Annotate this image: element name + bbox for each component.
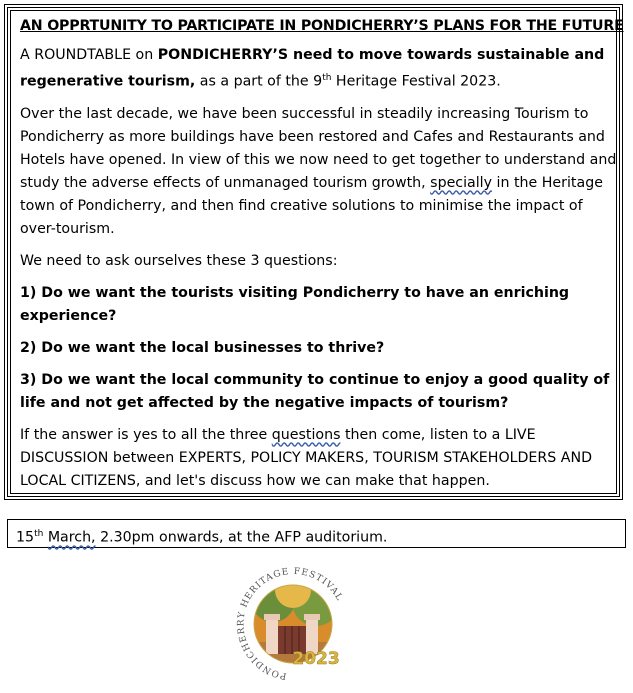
event-rest: 2.30pm onwards, at the AFP auditorium.	[95, 529, 388, 546]
intro-paragraph	[20, 44, 620, 94]
questions-intro: We need to ask ourselves these 3 questions:	[20, 252, 338, 269]
event-details-box	[7, 519, 626, 548]
context-flagged-word: specially	[430, 174, 493, 191]
intro-suffix: Heritage Festival 2023.	[331, 73, 501, 90]
announcement-content	[20, 18, 624, 493]
intro-sup: th	[322, 73, 332, 83]
question-2: 2) Do we want the local businesses to thrive?	[20, 339, 385, 356]
context-after: in the Heritage town of Pondicherry, and then find creative solutions to minimise the impact of over-tourism.	[20, 174, 603, 237]
question-1: 1) Do we want the tourists visiting Pondicherry to have an enriching experience?	[20, 284, 570, 324]
context-before: Over the last decade, we have been successful in steadily increasing Tourism to Pondicherry as more buildings have been restored and Cafes and Restaurants and Hotels have opened. In view of this we now need to get together to understand and study the adverse effects of unmanaged tourism growth,	[20, 105, 617, 191]
logo-year: 2023	[292, 649, 340, 669]
event-month: March,	[47, 529, 96, 546]
closing-flagged-word: questions	[271, 426, 341, 443]
closing-paragraph	[20, 424, 620, 493]
announcement-box	[4, 4, 623, 500]
closing-before: If the answer is yes to all the three	[20, 426, 272, 443]
headline: AN OPPRTUNITY TO PARTICIPATE IN PONDICHERRY’S PLANS FOR THE FUTURE	[20, 18, 624, 34]
closing-after: then come, listen to a LIVE DISCUSSION between EXPERTS, POLICY MAKERS, TOURISM STAKEHOLDERS AND LOCAL CITIZENS, and let's discuss how we can make that happen.	[20, 426, 593, 489]
question-3: 3) Do we want the local community to continue to enjoy a good quality of life and not get affected by the negative impacts of tourism?	[20, 371, 610, 411]
event-day-sup: th	[34, 529, 44, 539]
logo-ring-text: PONDICHERRY HERITAGE FESTIVAL	[236, 566, 345, 681]
intro-middle: as a part of the 9	[195, 73, 323, 90]
context-paragraph	[20, 103, 620, 241]
event-day: 15	[16, 529, 35, 546]
intro-bold: PONDICHERRY’S need to move towards sustainable and regenerative tourism,	[20, 47, 605, 90]
heritage-festival-logo-icon	[228, 560, 358, 688]
intro-prefix: A ROUNDTABLE on	[20, 47, 158, 63]
heritage-festival-logo	[228, 560, 358, 688]
